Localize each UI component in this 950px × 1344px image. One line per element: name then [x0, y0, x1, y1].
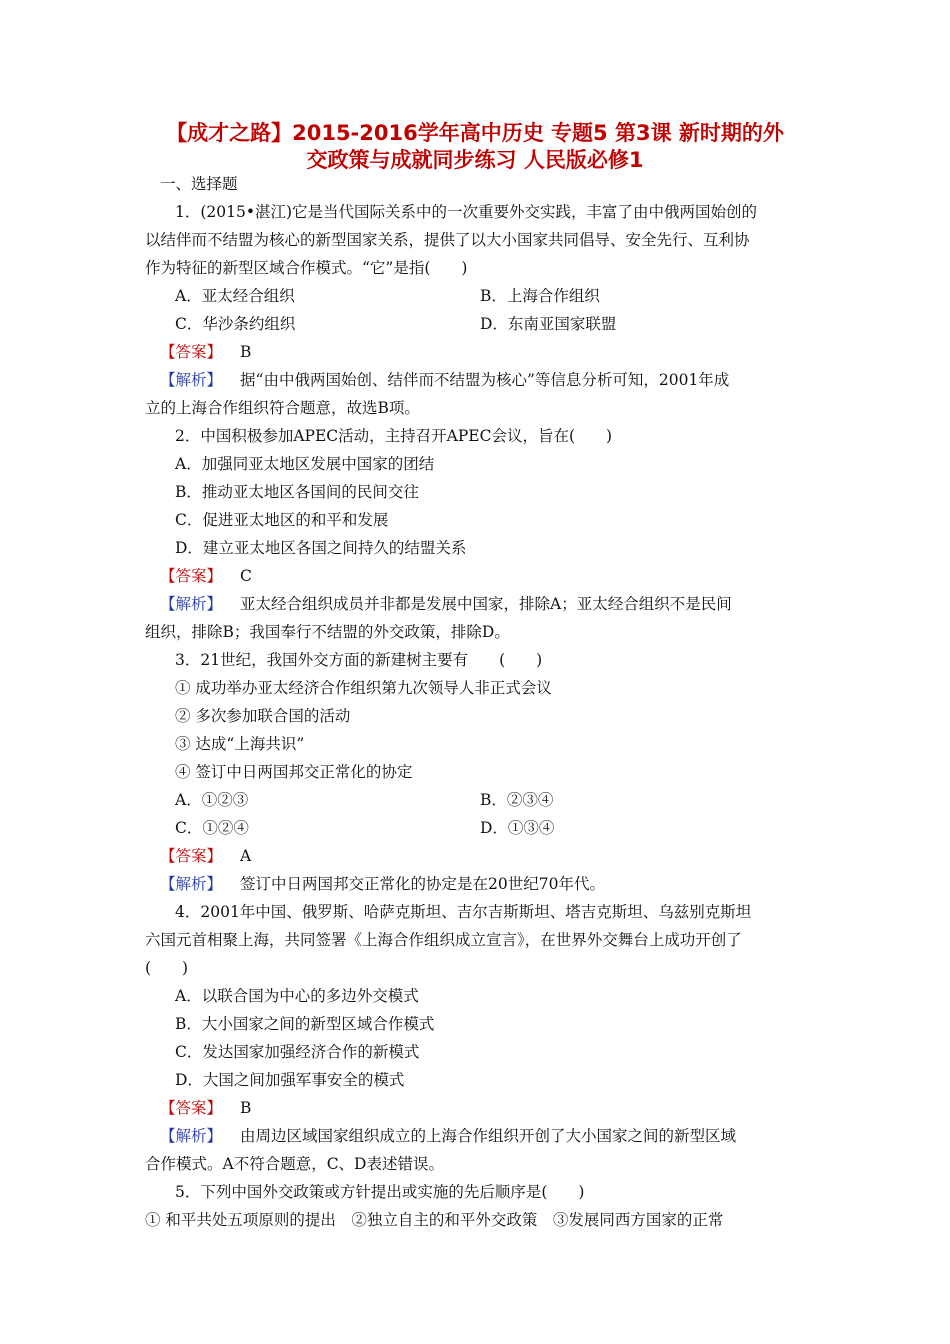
question-2-option-b: B．推动亚太地区各国间的民间交往: [175, 483, 419, 501]
question-4-option-c: C．发达国家加强经济合作的新模式: [175, 1043, 420, 1061]
question-4-analysis-line-1: [145, 1122, 810, 1150]
question-3-item-1: ① 成功举办亚太经济合作组织第九次领导人非正式会议: [175, 679, 552, 697]
question-1-option-c: C．华沙条约组织: [175, 315, 296, 333]
question-2-analysis-text-1: 亚太经合组织成员并非都是发展中国家，排除A；亚太经合组织不是民间: [240, 595, 732, 613]
question-4-option-a: A．以联合国为中心的多边外交模式: [175, 987, 419, 1005]
analysis-tag: 【解析】: [160, 595, 223, 613]
question-5-items-line: ① 和平共处五项原则的提出 ②独立自主的和平外交政策 ③发展同西方国家的正常: [145, 1211, 724, 1229]
question-1-answer-value: B: [240, 343, 252, 361]
analysis-tag: 【解析】: [160, 1127, 223, 1145]
question-3-item-3: ③ 达成“上海共识”: [175, 735, 305, 753]
question-3-options-ab: [145, 786, 810, 814]
analysis-tag: 【解析】: [160, 371, 223, 389]
question-1-options-cd: [145, 310, 810, 338]
question-1-stem-line-2: 以结伴而不结盟为核心的新型国家关系，提供了以大小国家共同倡导、安全先行、互利协: [145, 231, 750, 249]
question-4-option-b: B．大小国家之间的新型区域合作模式: [175, 1015, 435, 1033]
question-4-stem-line-1: 4．2001年中国、俄罗斯、哈萨克斯坦、吉尔吉斯斯坦、塔吉克斯坦、乌兹别克斯坦: [175, 903, 752, 921]
question-1-answer: [145, 338, 810, 366]
question-3-answer-value: A: [240, 847, 252, 865]
question-3-item-2: ② 多次参加联合国的活动: [175, 707, 351, 725]
answer-tag: 【答案】: [160, 1099, 223, 1117]
question-3-option-b: B．②③④: [480, 791, 554, 809]
question-1-stem-line-1: 1．(2015•湛江)它是当代国际关系中的一次重要外交实践，丰富了由中俄两国始创的: [175, 203, 758, 221]
question-2-analysis-line-1: [145, 590, 810, 618]
answer-tag: 【答案】: [160, 567, 223, 585]
question-3-options-cd: [145, 814, 810, 842]
question-4-answer-value: B: [240, 1099, 252, 1117]
question-4-analysis-text-1: 由周边区域国家组织成立的上海合作组织开创了大小国家之间的新型区域: [240, 1127, 737, 1145]
question-4-option-d: D．大国之间加强军事安全的模式: [175, 1071, 405, 1089]
question-1-options-ab: [145, 282, 810, 310]
question-3-analysis-line-1: [145, 870, 810, 898]
question-1-analysis-text-1: 据“由中俄两国始创、结伴而不结盟为核心”等信息分析可知，2001年成: [240, 371, 730, 389]
question-1-option-b: B．上海合作组织: [480, 287, 600, 305]
question-1-analysis-line-2: 立的上海合作组织符合题意，故选B项。: [145, 399, 420, 417]
question-4-analysis-line-2: 合作模式。A不符合题意，C、D表述错误。: [145, 1155, 444, 1173]
section-heading: 一、选择题: [160, 175, 238, 193]
title-line-1: 【成才之路】2015-2016学年高中历史 专题5 第3课 新时期的外: [166, 121, 784, 145]
question-4-answer: [145, 1094, 810, 1122]
question-4-stem-line-2: 六国元首相聚上海，共同签署《上海合作组织成立宣言》，在世界外交舞台上成功开创了: [145, 931, 742, 949]
question-1-stem-line-3: 作为特征的新型区域合作模式。“它”是指( ): [145, 259, 468, 277]
question-2-option-a: A．加强同亚太地区发展中国家的团结: [175, 455, 435, 473]
analysis-tag: 【解析】: [160, 875, 223, 893]
question-3-option-c: C．①②④: [175, 819, 249, 837]
question-3-option-a: A．①②③: [175, 791, 249, 809]
document-title: [130, 120, 820, 174]
question-1-analysis-line-1: [145, 366, 810, 394]
question-3-stem: 3．21世纪，我国外交方面的新建树主要有 ( ): [175, 651, 543, 669]
question-4-stem-line-3: ( ): [145, 959, 189, 977]
question-2-answer: [145, 562, 810, 590]
document-body: [145, 170, 810, 1234]
question-3-analysis-text-1: 签订中日两国邦交正常化的协定是在20世纪70年代。: [240, 875, 605, 893]
question-3-answer: [145, 842, 810, 870]
question-1-option-d: D．东南亚国家联盟: [480, 315, 617, 333]
question-5-stem: 5．下列中国外交政策或方针提出或实施的先后顺序是( ): [175, 1183, 585, 1201]
question-2-answer-value: C: [240, 567, 252, 585]
answer-tag: 【答案】: [160, 847, 223, 865]
answer-tag: 【答案】: [160, 343, 223, 361]
question-1-option-a: A．亚太经合组织: [175, 287, 295, 305]
question-2-option-d: D．建立亚太地区各国之间持久的结盟关系: [175, 539, 467, 557]
question-2-stem: 2．中国积极参加APEC活动，主持召开APEC会议，旨在( ): [175, 427, 613, 445]
question-3-item-4: ④ 签订中日两国邦交正常化的协定: [175, 763, 413, 781]
question-2-option-c: C．促进亚太地区的和平和发展: [175, 511, 389, 529]
title-line-2: 交政策与成就同步练习 人民版必修1: [306, 148, 644, 172]
question-3-option-d: D．①③④: [480, 819, 555, 837]
question-2-analysis-line-2: 组织，排除B；我国奉行不结盟的外交政策，排除D。: [145, 623, 510, 641]
